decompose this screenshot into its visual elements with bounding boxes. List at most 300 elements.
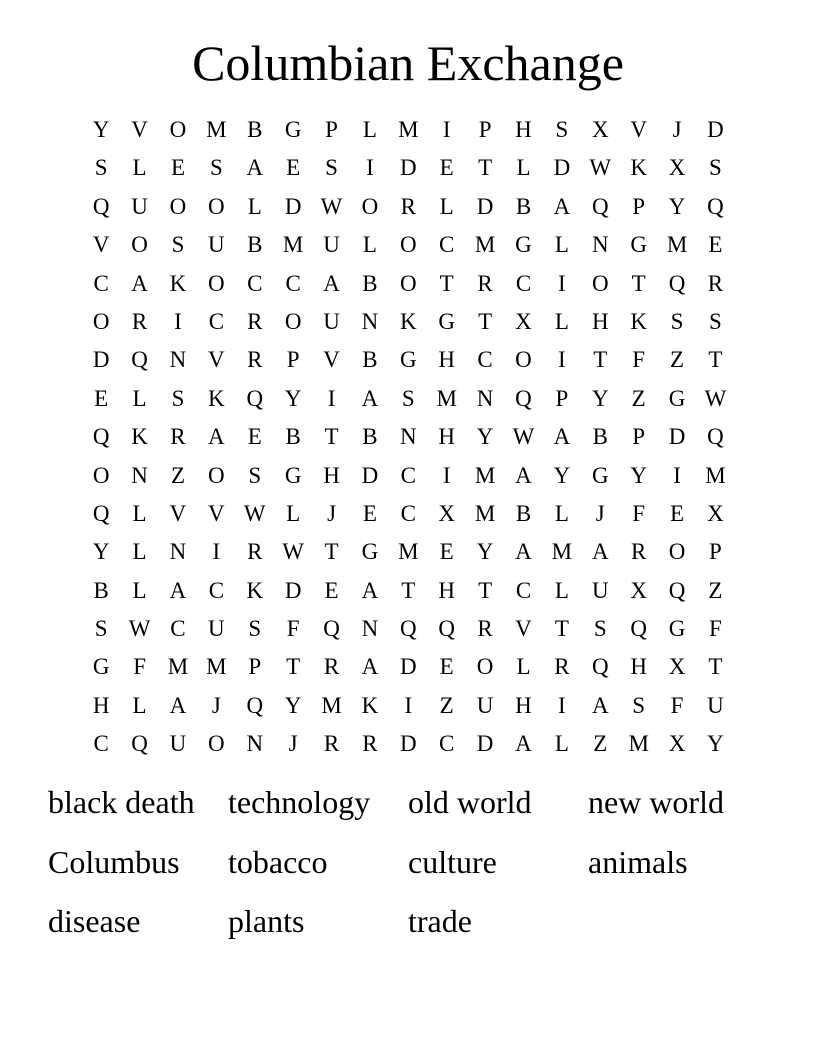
grid-letter: U bbox=[208, 616, 225, 642]
grid-letter: M bbox=[167, 654, 189, 680]
grid-letter: F bbox=[670, 692, 684, 718]
word-list bbox=[48, 772, 788, 951]
grid-letter: B bbox=[362, 270, 378, 296]
grid-letter: T bbox=[478, 155, 493, 181]
grid-letter: N bbox=[361, 616, 379, 642]
grid-letter: H bbox=[438, 424, 456, 450]
grid-letter: O bbox=[208, 193, 225, 219]
grid-letter: Q bbox=[591, 654, 609, 680]
grid-letter: Q bbox=[323, 616, 340, 642]
grid-letter: E bbox=[439, 654, 454, 680]
grid-row bbox=[82, 495, 735, 533]
letter-grid bbox=[82, 111, 735, 764]
grid-letter: I bbox=[212, 539, 221, 565]
grid-row bbox=[82, 687, 735, 725]
grid-letter: M bbox=[321, 692, 342, 718]
grid-letter: X bbox=[668, 155, 686, 181]
grid-letter: G bbox=[284, 117, 302, 142]
grid-letter: T bbox=[439, 270, 454, 296]
grid-letter: A bbox=[361, 577, 379, 603]
grid-letter: S bbox=[593, 616, 607, 642]
grid-letter: X bbox=[438, 500, 456, 526]
grid-letter: K bbox=[630, 308, 647, 334]
grid-letter: Y bbox=[668, 193, 686, 219]
grid-letter: U bbox=[476, 692, 494, 718]
word-list-item: culture bbox=[408, 843, 497, 880]
grid-letter: D bbox=[400, 731, 417, 757]
grid-letter: T bbox=[324, 539, 339, 565]
grid-letter: H bbox=[438, 577, 456, 603]
grid-letter: S bbox=[401, 385, 415, 411]
grid-letter: H bbox=[591, 308, 609, 334]
grid-letter: A bbox=[591, 539, 609, 565]
grid-letter: Y bbox=[284, 692, 302, 718]
grid-letter: A bbox=[515, 462, 532, 488]
grid-letter: E bbox=[94, 385, 109, 411]
grid-letter: O bbox=[92, 462, 110, 488]
grid-letter: T bbox=[401, 577, 416, 603]
grid-letter: Z bbox=[670, 347, 685, 373]
grid-letter: C bbox=[93, 731, 109, 757]
grid-letter: Q bbox=[92, 500, 110, 526]
grid-letter: U bbox=[323, 232, 340, 258]
grid-letter: N bbox=[246, 731, 264, 757]
grid-letter: S bbox=[709, 308, 722, 334]
grid-letter: G bbox=[591, 462, 609, 488]
grid-letter: W bbox=[704, 385, 727, 411]
word-list-item: tobacco bbox=[228, 843, 328, 880]
grid-letter: P bbox=[555, 385, 569, 411]
grid-letter: L bbox=[554, 577, 569, 603]
page-title: Columbian Exchange bbox=[192, 35, 624, 91]
grid-letter: M bbox=[666, 232, 688, 258]
grid-letter: P bbox=[709, 539, 722, 565]
grid-letter: V bbox=[169, 500, 187, 526]
grid-letter: L bbox=[132, 500, 147, 526]
grid-letter: Z bbox=[439, 692, 454, 718]
grid-letter: E bbox=[708, 232, 723, 258]
grid-letter: T bbox=[286, 654, 301, 680]
grid-letter: R bbox=[707, 270, 724, 296]
grid-letter: I bbox=[174, 308, 182, 334]
grid-letter: U bbox=[208, 232, 225, 258]
grid-letter: C bbox=[515, 270, 532, 296]
grid-letter: T bbox=[478, 577, 493, 603]
grid-letter: K bbox=[208, 385, 225, 411]
grid-letter: Y bbox=[284, 385, 302, 411]
word-list-item: black death bbox=[48, 784, 195, 820]
grid-letter: A bbox=[361, 654, 379, 680]
grid-letter: T bbox=[593, 347, 608, 373]
grid-letter: Q bbox=[131, 731, 148, 757]
grid-letter: A bbox=[553, 424, 571, 450]
grid-letter: I bbox=[327, 385, 336, 411]
grid-letter: H bbox=[515, 117, 532, 142]
grid-letter: U bbox=[323, 308, 340, 334]
grid-letter: I bbox=[558, 347, 566, 373]
grid-letter: Y bbox=[630, 462, 647, 488]
grid-letter: L bbox=[439, 193, 454, 219]
grid-letter: Q bbox=[92, 424, 110, 450]
grid-letter: B bbox=[515, 193, 532, 219]
grid-letter: Z bbox=[593, 731, 608, 757]
grid-letter: L bbox=[554, 308, 569, 334]
grid-letter: J bbox=[288, 731, 298, 757]
word-list-item: new world bbox=[588, 784, 724, 820]
grid-letter: L bbox=[554, 232, 569, 258]
grid-letter: R bbox=[323, 731, 340, 757]
grid-letter: Y bbox=[476, 539, 494, 565]
grid-letter: G bbox=[92, 654, 110, 680]
grid-letter: W bbox=[320, 193, 343, 219]
grid-letter: G bbox=[438, 308, 456, 334]
grid-row bbox=[82, 380, 735, 418]
grid-letter: H bbox=[515, 692, 532, 718]
grid-letter: C bbox=[285, 270, 301, 296]
grid-letter: O bbox=[361, 193, 379, 219]
grid-letter: Q bbox=[668, 270, 686, 296]
grid-letter: O bbox=[208, 731, 225, 757]
grid-letter: Y bbox=[92, 117, 110, 142]
grid-letter: Q bbox=[668, 577, 686, 603]
grid-letter: K bbox=[169, 270, 187, 296]
grid-row bbox=[82, 725, 735, 763]
grid-letter: L bbox=[516, 155, 531, 181]
grid-letter: W bbox=[512, 424, 535, 450]
grid-row bbox=[82, 418, 735, 456]
grid-letter: T bbox=[708, 347, 723, 373]
grid-letter: Q bbox=[515, 385, 532, 411]
grid-letter: A bbox=[591, 692, 609, 718]
grid-letter: R bbox=[247, 347, 263, 373]
grid-letter: F bbox=[632, 347, 646, 373]
grid-letter: C bbox=[515, 577, 532, 603]
word-list-item: disease bbox=[48, 903, 141, 939]
word-list-item: old world bbox=[408, 784, 532, 820]
grid-letter: A bbox=[131, 270, 148, 296]
grid-letter: A bbox=[361, 385, 379, 411]
grid-letter: Q bbox=[438, 616, 456, 642]
grid-letter: O bbox=[668, 539, 686, 565]
grid-letter: G bbox=[400, 347, 417, 373]
grid-letter: L bbox=[132, 539, 147, 565]
grid-letter: L bbox=[247, 193, 262, 219]
grid-letter: I bbox=[558, 270, 566, 296]
grid-letter: A bbox=[208, 424, 225, 450]
word-list-item: animals bbox=[588, 843, 688, 880]
grid-letter: D bbox=[361, 462, 379, 488]
grid-letter: C bbox=[400, 462, 416, 488]
grid-letter: K bbox=[131, 424, 148, 450]
grid-letter: X bbox=[668, 654, 686, 680]
grid-letter: Z bbox=[631, 385, 646, 411]
grid-letter: V bbox=[515, 616, 532, 642]
grid-letter: E bbox=[324, 577, 339, 603]
grid-letter: J bbox=[595, 500, 605, 526]
grid-letter: G bbox=[361, 539, 379, 565]
grid-letter: O bbox=[476, 654, 494, 680]
grid-letter: N bbox=[476, 385, 494, 411]
grid-letter: M bbox=[436, 385, 457, 411]
grid-letter: S bbox=[248, 462, 262, 488]
word-list-item: technology bbox=[228, 784, 371, 820]
grid-letter: H bbox=[323, 462, 340, 488]
grid-letter: M bbox=[206, 654, 227, 680]
grid-letter: L bbox=[362, 117, 377, 142]
grid-letter: X bbox=[591, 117, 609, 142]
grid-letter: B bbox=[362, 347, 378, 373]
grid-letter: C bbox=[208, 308, 225, 334]
grid-letter: V bbox=[131, 117, 148, 142]
grid-letter: Y bbox=[707, 731, 724, 757]
grid-letter: D bbox=[400, 654, 417, 680]
grid-letter: S bbox=[555, 117, 569, 142]
grid-letter: Q bbox=[707, 193, 724, 219]
grid-letter: X bbox=[630, 577, 647, 603]
grid-letter: D bbox=[553, 155, 571, 181]
grid-row bbox=[82, 610, 735, 648]
grid-letter: C bbox=[170, 616, 186, 642]
grid-letter: A bbox=[169, 577, 187, 603]
grid-letter: T bbox=[478, 308, 493, 334]
grid-row bbox=[82, 111, 735, 149]
grid-letter: Y bbox=[553, 462, 571, 488]
grid-letter: G bbox=[284, 462, 302, 488]
grid-letter: N bbox=[169, 347, 187, 373]
grid-letter: H bbox=[630, 654, 647, 680]
grid-letter: O bbox=[591, 270, 609, 296]
grid-letter: I bbox=[558, 692, 566, 718]
grid-letter: E bbox=[286, 155, 301, 181]
grid-letter: R bbox=[170, 424, 186, 450]
grid-letter: U bbox=[131, 193, 148, 219]
grid-letter: O bbox=[208, 270, 225, 296]
grid-letter: B bbox=[247, 117, 263, 142]
grid-letter: R bbox=[630, 539, 647, 565]
grid-letter: K bbox=[246, 577, 264, 603]
grid-letter: M bbox=[282, 232, 304, 258]
grid-letter: R bbox=[131, 308, 148, 334]
grid-letter: V bbox=[630, 117, 647, 142]
grid-letter: S bbox=[94, 155, 108, 181]
grid-letter: O bbox=[131, 232, 148, 258]
grid-letter: B bbox=[592, 424, 608, 450]
grid-letter: N bbox=[591, 232, 609, 258]
grid-letter: J bbox=[327, 500, 337, 526]
grid-letter: C bbox=[93, 270, 109, 296]
grid-letter: I bbox=[442, 462, 451, 488]
grid-letter: D bbox=[284, 577, 302, 603]
grid-letter: A bbox=[169, 692, 187, 718]
grid-letter: K bbox=[361, 692, 379, 718]
grid-row bbox=[82, 572, 735, 610]
grid-letter: S bbox=[709, 155, 722, 181]
grid-letter: T bbox=[324, 424, 339, 450]
grid-letter: O bbox=[169, 117, 187, 142]
grid-letter: D bbox=[92, 347, 110, 373]
grid-letter: G bbox=[668, 616, 686, 642]
grid-letter: Q bbox=[246, 385, 264, 411]
grid-letter: F bbox=[133, 654, 146, 680]
grid-letter: L bbox=[362, 232, 377, 258]
grid-letter: O bbox=[169, 193, 187, 219]
grid-letter: M bbox=[628, 731, 649, 757]
grid-letter: L bbox=[286, 500, 301, 526]
grid-letter: A bbox=[515, 539, 532, 565]
grid-letter: E bbox=[439, 539, 454, 565]
grid-letter: D bbox=[284, 193, 302, 219]
grid-letter: C bbox=[439, 731, 455, 757]
grid-letter: C bbox=[439, 232, 455, 258]
grid-letter: J bbox=[211, 692, 221, 718]
grid-letter: I bbox=[442, 117, 451, 142]
grid-letter: K bbox=[400, 308, 417, 334]
grid-letter: N bbox=[169, 539, 187, 565]
grid-letter: R bbox=[554, 654, 570, 680]
grid-letter: M bbox=[705, 462, 726, 488]
grid-letter: M bbox=[398, 539, 419, 565]
grid-letter: Z bbox=[170, 462, 185, 488]
grid-letter: L bbox=[132, 385, 147, 411]
grid-letter: N bbox=[131, 462, 148, 488]
grid-row bbox=[82, 226, 735, 264]
grid-letter: R bbox=[477, 616, 493, 642]
grid-letter: A bbox=[246, 155, 264, 181]
grid-letter: D bbox=[400, 155, 417, 181]
grid-letter: B bbox=[93, 577, 109, 603]
grid-letter: D bbox=[476, 193, 494, 219]
grid-letter: T bbox=[631, 270, 646, 296]
grid-letter: A bbox=[515, 731, 532, 757]
grid-letter: M bbox=[206, 117, 227, 142]
grid-letter: U bbox=[707, 692, 724, 718]
grid-letter: C bbox=[477, 347, 493, 373]
grid-letter: L bbox=[132, 577, 147, 603]
grid-letter: A bbox=[553, 193, 571, 219]
grid-letter: Q bbox=[246, 692, 264, 718]
grid-letter: N bbox=[400, 424, 417, 450]
grid-row bbox=[82, 265, 735, 303]
grid-letter: Q bbox=[591, 193, 609, 219]
grid-letter: B bbox=[362, 424, 378, 450]
grid-letter: F bbox=[632, 500, 646, 526]
grid-letter: P bbox=[632, 193, 646, 219]
grid-letter: X bbox=[668, 731, 686, 757]
grid-letter: G bbox=[515, 232, 532, 258]
grid-letter: L bbox=[132, 692, 147, 718]
grid-letter: L bbox=[554, 731, 569, 757]
grid-letter: D bbox=[668, 424, 686, 450]
grid-letter: U bbox=[169, 731, 187, 757]
grid-letter: P bbox=[286, 347, 300, 373]
grid-letter: N bbox=[361, 308, 379, 334]
grid-letter: M bbox=[474, 462, 496, 488]
grid-letter: I bbox=[366, 155, 374, 181]
grid-letter: R bbox=[247, 539, 263, 565]
grid-letter: Q bbox=[630, 616, 647, 642]
grid-row bbox=[82, 188, 735, 226]
grid-letter: S bbox=[632, 692, 646, 718]
grid-letter: Y bbox=[476, 424, 494, 450]
grid-letter: Z bbox=[708, 577, 723, 603]
grid-letter: L bbox=[516, 654, 531, 680]
grid-letter: F bbox=[709, 616, 722, 642]
grid-letter: T bbox=[554, 616, 569, 642]
grid-letter: O bbox=[92, 308, 110, 334]
grid-letter: X bbox=[707, 500, 724, 526]
grid-letter: R bbox=[247, 308, 263, 334]
grid-letter: X bbox=[515, 308, 532, 334]
grid-letter: W bbox=[243, 500, 266, 526]
grid-letter: B bbox=[515, 500, 532, 526]
grid-letter: L bbox=[554, 500, 569, 526]
grid-letter: E bbox=[170, 155, 185, 181]
grid-letter: O bbox=[515, 347, 532, 373]
grid-letter: Q bbox=[707, 424, 724, 450]
word-list-item: plants bbox=[228, 903, 305, 939]
grid-letter: R bbox=[400, 193, 416, 219]
grid-letter: Q bbox=[131, 347, 148, 373]
grid-letter: H bbox=[92, 692, 110, 718]
grid-letter: I bbox=[673, 462, 681, 488]
grid-letter: E bbox=[247, 424, 262, 450]
grid-letter: E bbox=[362, 500, 377, 526]
grid-letter: O bbox=[400, 270, 417, 296]
word-list-item: trade bbox=[408, 903, 472, 939]
grid-letter: F bbox=[286, 616, 300, 642]
grid-letter: I bbox=[404, 692, 413, 718]
grid-letter: W bbox=[282, 539, 304, 565]
grid-letter: D bbox=[707, 117, 724, 142]
grid-row bbox=[82, 457, 735, 495]
grid-letter: G bbox=[668, 385, 686, 411]
grid-letter: C bbox=[400, 500, 416, 526]
grid-letter: J bbox=[672, 117, 682, 142]
grid-letter: V bbox=[208, 500, 225, 526]
grid-letter: R bbox=[323, 654, 340, 680]
grid-letter: P bbox=[632, 424, 646, 450]
grid-letter: S bbox=[248, 616, 262, 642]
grid-letter: M bbox=[474, 500, 496, 526]
grid-letter: M bbox=[551, 539, 573, 565]
grid-letter: T bbox=[708, 654, 723, 680]
grid-row bbox=[82, 648, 735, 686]
grid-letter: B bbox=[285, 424, 301, 450]
grid-letter: V bbox=[323, 347, 340, 373]
grid-row bbox=[82, 533, 735, 571]
grid-letter: S bbox=[670, 308, 684, 334]
grid-letter: B bbox=[247, 232, 263, 258]
grid-letter: Y bbox=[591, 385, 609, 411]
grid-letter: W bbox=[128, 616, 151, 642]
grid-letter: K bbox=[630, 155, 647, 181]
grid-row bbox=[82, 149, 735, 187]
grid-letter: M bbox=[398, 117, 419, 142]
grid-letter: E bbox=[439, 155, 454, 181]
grid-letter: E bbox=[670, 500, 685, 526]
grid-letter: O bbox=[400, 232, 417, 258]
grid-letter: G bbox=[630, 232, 647, 258]
grid-letter: V bbox=[208, 347, 225, 373]
grid-letter: R bbox=[477, 270, 493, 296]
grid-letter: V bbox=[92, 232, 110, 258]
grid-letter: C bbox=[247, 270, 263, 296]
grid-letter: O bbox=[208, 462, 225, 488]
grid-letter: S bbox=[94, 616, 108, 642]
grid-letter: S bbox=[209, 155, 223, 181]
grid-letter: Y bbox=[92, 539, 110, 565]
grid-letter: P bbox=[478, 117, 492, 142]
